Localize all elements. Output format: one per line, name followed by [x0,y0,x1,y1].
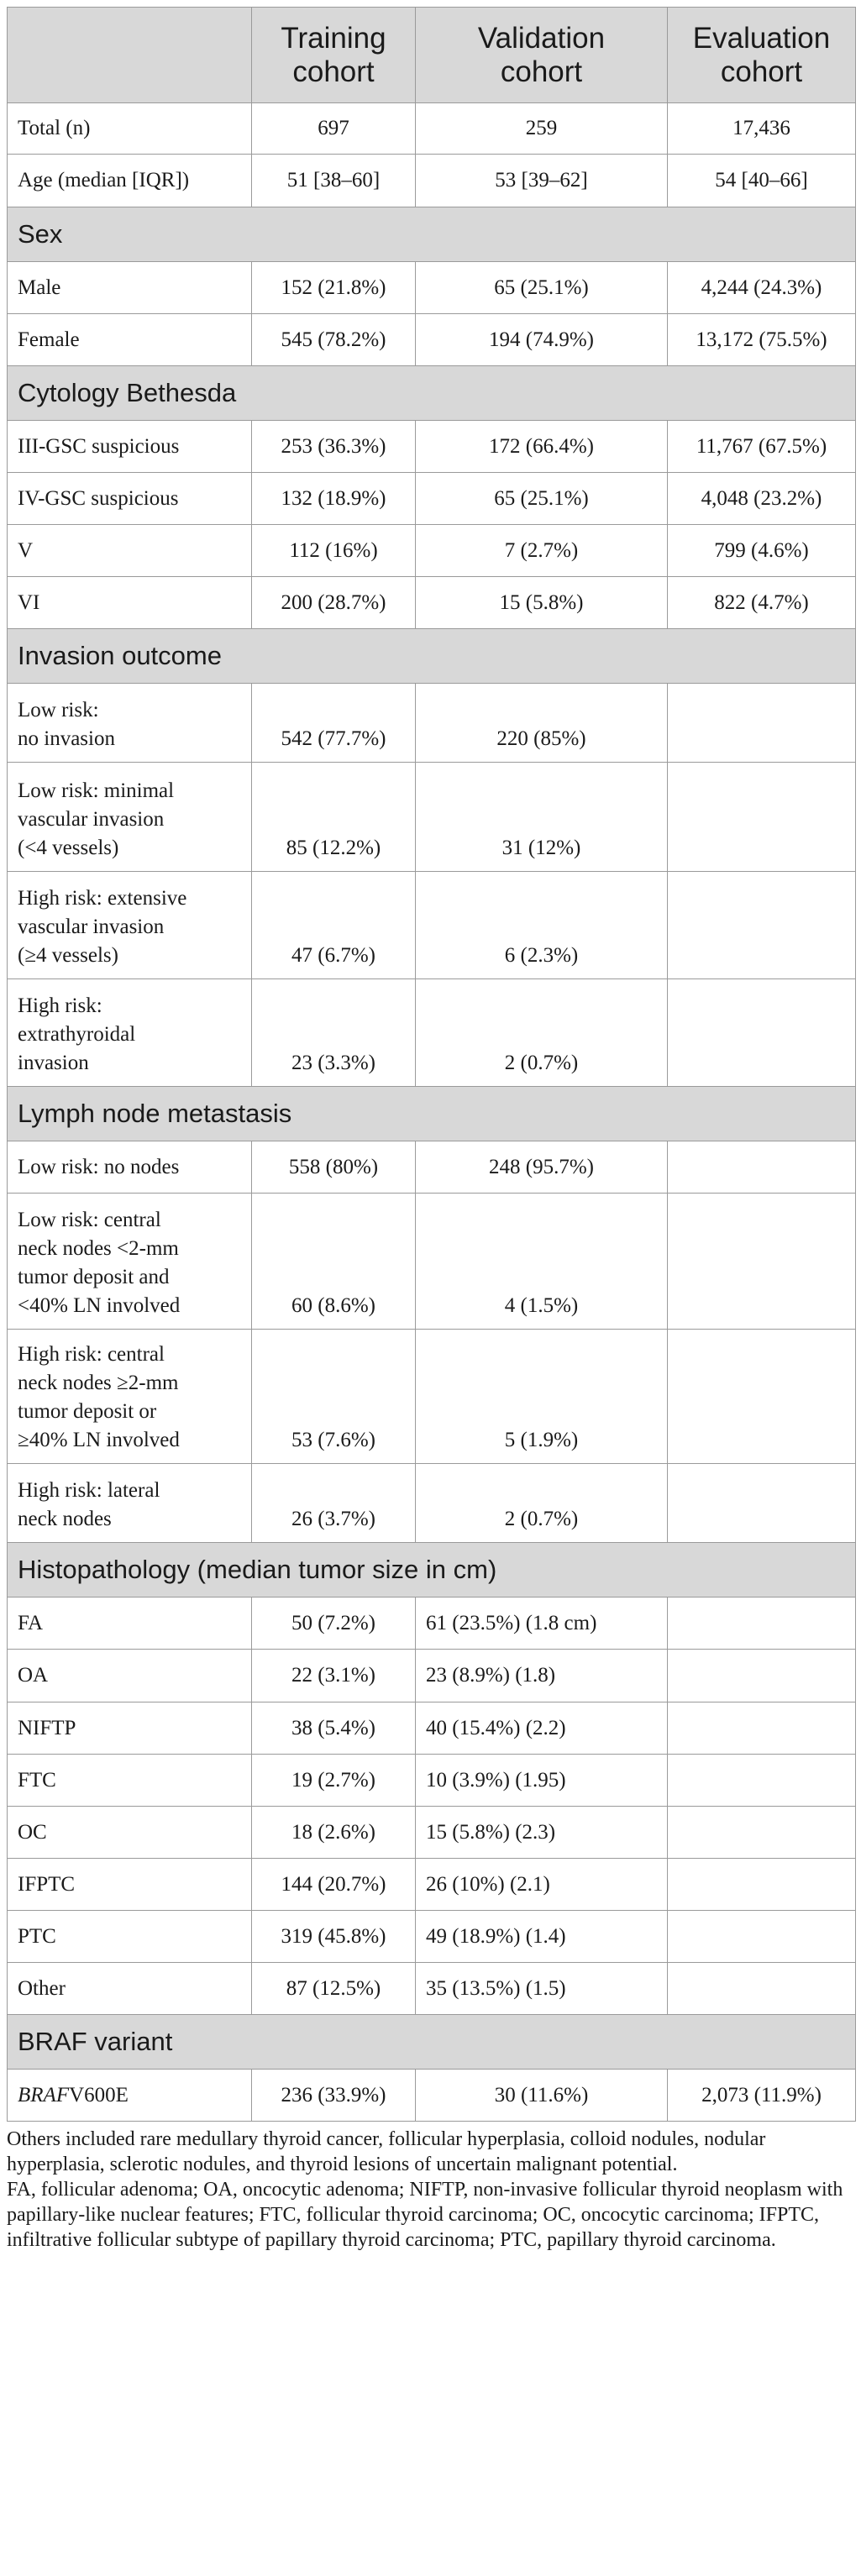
evaluation-value [668,1330,856,1464]
header-validation-cohort: Validation cohort [416,8,668,103]
gene-name: BRAF [18,2083,70,2106]
validation-value: 7 (2.7%) [416,525,668,577]
validation-value: 61 (23.5%) (1.8 cm) [416,1598,668,1650]
validation-value: 35 (13.5%) (1.5) [416,1963,668,2015]
header-row [8,8,856,103]
training-value: 23 (3.3%) [252,979,416,1087]
evaluation-value [668,1464,856,1543]
training-value: 26 (3.7%) [252,1464,416,1543]
evaluation-value [668,1859,856,1911]
training-value: 22 (3.1%) [252,1650,416,1702]
training-value: 132 (18.9%) [252,473,416,525]
validation-value: 259 [416,103,668,155]
validation-value: 15 (5.8%) (2.3) [416,1807,668,1859]
table-row [8,872,856,979]
section-title: Sex [8,207,856,262]
section-header-cytology [8,366,856,421]
table-row [8,1911,856,1963]
table-row [8,421,856,473]
evaluation-value: 11,767 (67.5%) [668,421,856,473]
row-label: OC [8,1807,252,1859]
evaluation-value [668,1194,856,1330]
validation-value: 2 (0.7%) [416,979,668,1087]
cohort-table-figure [7,7,855,2253]
row-label: High risk: extrathyroidal invasion [8,979,252,1087]
evaluation-value [668,1963,856,2015]
evaluation-value [668,872,856,979]
evaluation-value: 4,244 (24.3%) [668,262,856,314]
evaluation-value [668,979,856,1087]
evaluation-value: 4,048 (23.2%) [668,473,856,525]
validation-value: 4 (1.5%) [416,1194,668,1330]
training-value: 18 (2.6%) [252,1807,416,1859]
validation-value: 5 (1.9%) [416,1330,668,1464]
row-label: III-GSC suspicious [8,421,252,473]
table-row [8,473,856,525]
section-header-sex [8,207,856,262]
validation-value: 248 (95.7%) [416,1141,668,1194]
validation-value: 15 (5.8%) [416,577,668,629]
training-value: 51 [38–60] [252,155,416,207]
table-row [8,1650,856,1702]
row-label: High risk: central neck nodes ≥2-mm tumor deposit or ≥40% LN involved [8,1330,252,1464]
row-label: High risk: extensive vascular invasion (≥4 vessels) [8,872,252,979]
validation-value: 31 (12%) [416,763,668,872]
training-value: 47 (6.7%) [252,872,416,979]
table-row [8,1859,856,1911]
training-value: 50 (7.2%) [252,1598,416,1650]
evaluation-value [668,1702,856,1755]
footnote-abbreviations: FA, follicular adenoma; OA, oncocytic adenoma; NIFTP, non-invasive follicular thyroid neoplasm with papillary-like nuclear features; FTC, follicular thyroid carcinoma; OC, oncocytic carcinoma; IFPTC, infiltrative follicular subtype of papillary thyroid carcinoma; PTC, papillary thyroid carcinoma. [7,2179,843,2251]
section-title: Histopathology (median tumor size in cm) [8,1543,856,1598]
row-label: Age (median [IQR]) [8,155,252,207]
table-row [8,155,856,207]
training-value: 53 (7.6%) [252,1330,416,1464]
table-row [8,2070,856,2122]
header-corner-cell [8,8,252,103]
evaluation-value [668,1755,856,1807]
row-label: Low risk: minimal vascular invasion (<4 vessels) [8,763,252,872]
row-label: Male [8,262,252,314]
table-footnotes [7,2127,855,2253]
validation-value: 49 (18.9%) (1.4) [416,1911,668,1963]
table-row [8,1807,856,1859]
row-label: NIFTP [8,1702,252,1755]
validation-value: 65 (25.1%) [416,262,668,314]
training-value: 319 (45.8%) [252,1911,416,1963]
table-row [8,577,856,629]
table-row [8,103,856,155]
validation-value: 194 (74.9%) [416,314,668,366]
table-row [8,525,856,577]
training-value: 253 (36.3%) [252,421,416,473]
training-value: 38 (5.4%) [252,1702,416,1755]
footnote-others: Others included rare medullary thyroid cancer, follicular hyperplasia, colloid nodules, nodular hyperplasia, sclerotic nodules, and thyroid lesions of uncertain malignant potential. [7,2128,766,2175]
evaluation-value: 17,436 [668,103,856,155]
row-label: VI [8,577,252,629]
validation-value: 2 (0.7%) [416,1464,668,1543]
row-label: FA [8,1598,252,1650]
header-evaluation-cohort: Evaluation cohort [668,8,856,103]
training-value: 236 (33.9%) [252,2070,416,2122]
section-title: BRAF variant [8,2015,856,2070]
row-label: Low risk: central neck nodes <2-mm tumor deposit and <40% LN involved [8,1194,252,1330]
section-title: Lymph node metastasis [8,1087,856,1141]
section-title: Invasion outcome [8,629,856,684]
row-label: IFPTC [8,1859,252,1911]
training-value: 60 (8.6%) [252,1194,416,1330]
validation-value: 172 (66.4%) [416,421,668,473]
training-value: 19 (2.7%) [252,1755,416,1807]
validation-value: 220 (85%) [416,684,668,763]
table-row [8,1702,856,1755]
validation-value: 6 (2.3%) [416,872,668,979]
variant-name: V600E [69,2083,129,2106]
evaluation-value [668,1807,856,1859]
row-label: Low risk: no invasion [8,684,252,763]
section-header-braf [8,2015,856,2070]
table-row [8,763,856,872]
training-value: 152 (21.8%) [252,262,416,314]
evaluation-value: 2,073 (11.9%) [668,2070,856,2122]
table-row [8,1755,856,1807]
section-header-lymph-node [8,1087,856,1141]
evaluation-value: 54 [40–66] [668,155,856,207]
row-label: Other [8,1963,252,2015]
section-header-histopathology [8,1543,856,1598]
validation-value: 40 (15.4%) (2.2) [416,1702,668,1755]
evaluation-value: 799 (4.6%) [668,525,856,577]
table-row [8,1141,856,1194]
row-label: High risk: lateral neck nodes [8,1464,252,1543]
training-value: 697 [252,103,416,155]
evaluation-value [668,1911,856,1963]
table-row [8,1963,856,2015]
table-row [8,314,856,366]
row-label: Female [8,314,252,366]
row-label: V [8,525,252,577]
evaluation-value [668,1141,856,1194]
table-row [8,262,856,314]
training-value: 85 (12.2%) [252,763,416,872]
row-label: Low risk: no nodes [8,1141,252,1194]
evaluation-value [668,763,856,872]
row-label: PTC [8,1911,252,1963]
header-training-cohort: Training cohort [252,8,416,103]
evaluation-value [668,1598,856,1650]
evaluation-value [668,684,856,763]
row-label: Total (n) [8,103,252,155]
table-row [8,1598,856,1650]
evaluation-value: 822 (4.7%) [668,577,856,629]
training-value: 545 (78.2%) [252,314,416,366]
validation-value: 30 (11.6%) [416,2070,668,2122]
training-value: 542 (77.7%) [252,684,416,763]
training-value: 87 (12.5%) [252,1963,416,2015]
training-value: 558 (80%) [252,1141,416,1194]
table-row [8,1330,856,1464]
cohort-characteristics-table [7,7,856,2122]
row-label: FTC [8,1755,252,1807]
section-header-invasion [8,629,856,684]
row-label: OA [8,1650,252,1702]
evaluation-value: 13,172 (75.5%) [668,314,856,366]
table-row [8,1194,856,1330]
section-title: Cytology Bethesda [8,366,856,421]
table-row [8,1464,856,1543]
row-label: IV-GSC suspicious [8,473,252,525]
training-value: 112 (16%) [252,525,416,577]
row-label [8,2070,252,2122]
validation-value: 10 (3.9%) (1.95) [416,1755,668,1807]
validation-value: 23 (8.9%) (1.8) [416,1650,668,1702]
training-value: 144 (20.7%) [252,1859,416,1911]
table-row [8,979,856,1087]
evaluation-value [668,1650,856,1702]
validation-value: 65 (25.1%) [416,473,668,525]
validation-value: 53 [39–62] [416,155,668,207]
table-row [8,684,856,763]
validation-value: 26 (10%) (2.1) [416,1859,668,1911]
training-value: 200 (28.7%) [252,577,416,629]
